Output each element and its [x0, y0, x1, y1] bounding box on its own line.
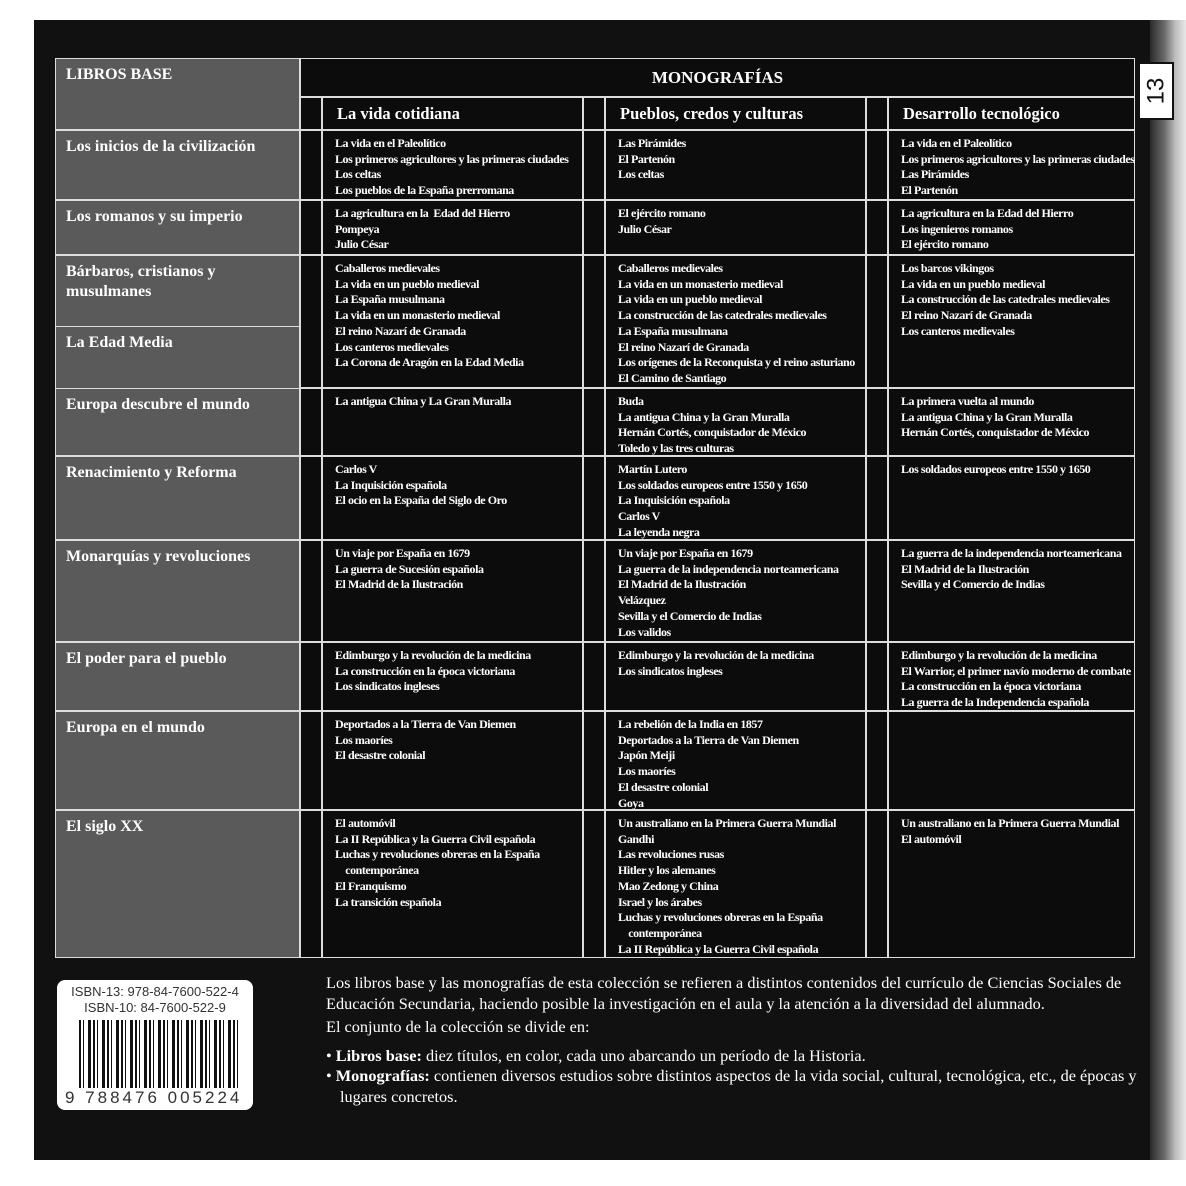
- monograph-cell: [605, 200, 866, 255]
- monograph-title: El ocio en la España del Siglo de Oro: [335, 493, 507, 508]
- monograph-title: Las Pirámides: [901, 167, 969, 182]
- monograph-title: La construcción de las catedrales medievales: [618, 308, 827, 323]
- monograph-cell: [605, 540, 866, 642]
- spacer: [300, 200, 322, 255]
- bullet-text: contienen diversos estudios sobre distintos aspectos de la vida social, cultural, tecnológica, etc., de épocas y lugares concretos.: [340, 1066, 1137, 1106]
- spacer: [866, 810, 888, 958]
- monograph-title: Deportados a la Tierra de Van Diemen: [618, 732, 799, 747]
- isbn-10: ISBN-10: 84-7600-522-9: [84, 1000, 226, 1015]
- monograph-title: Julio César: [335, 237, 389, 252]
- monograph-title: Los orígenes de la Reconquista y el reino asturiano: [618, 355, 855, 370]
- monograph-title: Un viaje por España en 1679: [618, 546, 753, 560]
- monograph-cell: [888, 255, 1135, 388]
- monograph-title: La antigua China y la Gran Muralla: [618, 409, 790, 424]
- spacer: [866, 200, 888, 255]
- spacer: [300, 810, 322, 958]
- spacer: [583, 97, 605, 130]
- isbn-13: ISBN-13: 978-84-7600-522-4: [71, 984, 239, 999]
- monograph-title: Los celtas: [335, 167, 381, 182]
- monograph-title: Los primeros agricultores y las primeras ciudades: [335, 151, 569, 166]
- monograph-title: El Camino de Santiago: [618, 370, 727, 385]
- monograph-title: Los maoríes: [618, 764, 676, 779]
- monograph-title: Hernán Cortés, conquistador de México: [618, 425, 807, 440]
- spacer: [866, 130, 888, 200]
- monograph-title: Deportados a la Tierra de Van Diemen: [335, 717, 516, 731]
- monograph-cell: [605, 388, 866, 456]
- monograph-title: Los pueblos de la España prerromana: [335, 183, 514, 198]
- monograph-title: Hitler y los alemanes: [618, 863, 716, 878]
- monograph-cell: [322, 642, 583, 711]
- description-paragraph: Los libros base y las monografías de esta colección se refieren a distintos contenidos del currículo de Ciencias Sociales de Educación Secundaria, haciendo posible la investigación en el aula y la atención a la diversidad del alumnado.: [326, 973, 1122, 1013]
- spacer: [583, 642, 605, 711]
- monograph-cell: [322, 810, 583, 958]
- monograph-title: Edimburgo y la revolución de la medicina: [618, 648, 814, 662]
- monograph-cell: [605, 130, 866, 200]
- spacer: [583, 810, 605, 958]
- monograph-title: La antigua China y La Gran Muralla: [335, 394, 512, 408]
- monograph-cell: [322, 540, 583, 642]
- column-header: Desarrollo tecnológico: [888, 97, 1135, 130]
- monograph-title: Toledo y las tres culturas: [618, 441, 734, 456]
- monograph-title: El Madrid de la Ilustración: [618, 577, 746, 592]
- monograph-title: Un viaje por España en 1679: [335, 546, 470, 560]
- monograph-title: La Inquisición española: [335, 477, 447, 492]
- monograph-cell: [888, 456, 1135, 540]
- monograph-cell: [888, 711, 1135, 810]
- monograph-title: La Corona de Aragón en la Edad Media: [335, 355, 524, 370]
- monograph-title: La Inquisición española: [618, 493, 730, 508]
- monograph-cell: [322, 255, 583, 388]
- monograph-title: La España musulmana: [335, 292, 445, 307]
- spacer: [300, 255, 322, 388]
- monograph-title: La construcción en la época victoriana: [335, 663, 515, 678]
- monograph-title: El Warrior, el primer navío moderno de combate: [901, 663, 1131, 678]
- libro-base-title: Europa en el mundo: [55, 711, 300, 810]
- monograph-title: Los canteros medievales: [901, 323, 1015, 338]
- monograph-title: El automóvil: [901, 831, 962, 846]
- spacer: [583, 388, 605, 456]
- monograph-title: El Madrid de la Ilustración: [901, 561, 1029, 576]
- monograph-title: La construcción de las catedrales medievales: [901, 292, 1110, 307]
- monograph-title: Sevilla y el Comercio de Indias: [901, 577, 1045, 592]
- volume-number-badge: 13: [1138, 62, 1174, 120]
- monograph-cell: [322, 388, 583, 456]
- spacer: [300, 456, 322, 540]
- monograph-title: La España musulmana: [618, 323, 728, 338]
- monograph-title: Luchas y revoluciones obreras en la España contemporánea: [618, 910, 823, 940]
- monograph-title: Las revoluciones rusas: [618, 847, 724, 862]
- monograph-title: Mao Zedong y China: [618, 878, 719, 893]
- column-header: Pueblos, credos y culturas: [605, 97, 866, 130]
- spacer: [583, 456, 605, 540]
- monograph-title: La rebelión de la India en 1857: [618, 717, 763, 731]
- monograph-title: La vida en un monasterio medieval: [618, 276, 783, 291]
- monograph-cell: [605, 456, 866, 540]
- monograph-title: El reino Nazarí de Granada: [618, 339, 749, 354]
- monograph-title: Un australiano en la Primera Guerra Mundial: [901, 816, 1119, 830]
- libros-base-header: LIBROS BASE: [55, 58, 300, 130]
- monograph-title: Julio César: [618, 221, 672, 236]
- spacer: [866, 255, 888, 388]
- monograph-cell: [322, 711, 583, 810]
- monograph-title: La guerra de Sucesión española: [335, 561, 484, 576]
- monograph-title: El Madrid de la Ilustración: [335, 577, 463, 592]
- monograph-title: Los canteros medievales: [335, 339, 449, 354]
- libro-base-title: Los romanos y su imperio: [55, 200, 300, 255]
- monograph-title: El desastre colonial: [618, 779, 709, 794]
- libro-base-title: Monarquías y revoluciones: [55, 540, 300, 642]
- spacer: [583, 711, 605, 810]
- barcode-number: 9 788476 005224: [65, 1088, 243, 1107]
- monograph-title: Israel y los árabes: [618, 894, 702, 909]
- spacer: [300, 97, 322, 130]
- monograph-title: El reino Nazarí de Granada: [335, 323, 466, 338]
- monograph-title: Los barcos vikingos: [901, 261, 994, 275]
- monograph-title: Los sindicatos ingleses: [618, 663, 723, 678]
- monograph-title: La guerra de la Independencia española: [901, 695, 1089, 710]
- monograph-title: El desastre colonial: [335, 748, 426, 763]
- monograph-title: Gandhi: [618, 831, 654, 846]
- spacer: [583, 200, 605, 255]
- libro-base-title: Los inicios de la civilización: [55, 130, 300, 200]
- monograph-title: La antigua China y la Gran Muralla: [901, 409, 1073, 424]
- monograph-cell: [322, 200, 583, 255]
- monograph-title: Velázquez: [618, 593, 666, 608]
- monograph-title: La vida en el Paleolítico: [335, 136, 446, 150]
- monograph-title: Pompeya: [335, 221, 380, 236]
- libro-base-title: El poder para el pueblo: [55, 642, 300, 711]
- monograph-title: El Franquismo: [335, 878, 407, 893]
- monograph-title: El reino Nazarí de Granada: [901, 308, 1032, 323]
- description-paragraph: El conjunto de la colección se divide en:: [326, 1017, 590, 1036]
- spacer: [300, 130, 322, 200]
- monograph-title: Caballeros medievales: [618, 261, 723, 275]
- monograph-title: Carlos V: [335, 462, 377, 476]
- monograph-title: La construcción en la época victoriana: [901, 679, 1081, 694]
- monograph-cell: [605, 255, 866, 388]
- monograph-title: El Partenón: [618, 151, 675, 166]
- bullet-term: Libros base:: [335, 1045, 422, 1065]
- monograph-title: Edimburgo y la revolución de la medicina: [335, 648, 531, 662]
- monograph-title: Un australiano en la Primera Guerra Mundial: [618, 816, 836, 830]
- monograph-title: La agricultura en la Edad del Hierro: [901, 206, 1074, 220]
- monograph-title: Goya: [618, 795, 644, 810]
- monograph-title: La agricultura en la Edad del Hierro: [335, 206, 510, 220]
- collection-table: [55, 58, 1135, 958]
- spacer: [866, 711, 888, 810]
- monograph-cell: [605, 810, 866, 958]
- spacer: [866, 456, 888, 540]
- monograph-title: Los soldados europeos entre 1550 y 1650: [901, 462, 1091, 476]
- bullet-text: diez títulos, en color, cada uno abarcando un período de la Historia.: [421, 1045, 866, 1065]
- monograph-title: La primera vuelta al mundo: [901, 394, 1034, 408]
- monograph-cell: [605, 642, 866, 711]
- monograph-cell: [888, 388, 1135, 456]
- monograph-title: Los maoríes: [335, 732, 393, 747]
- libro-base-title: La Edad Media: [56, 326, 299, 389]
- monograph-title: Los celtas: [618, 167, 664, 182]
- monograph-title: La transición española: [335, 894, 442, 909]
- monograph-title: Los validos: [618, 624, 671, 639]
- monograph-title: Edimburgo y la revolución de la medicina: [901, 648, 1097, 662]
- monograph-title: El ejército romano: [618, 206, 706, 220]
- monograph-title: Buda: [618, 394, 644, 408]
- libro-base-title: Renacimiento y Reforma: [55, 456, 300, 540]
- monograph-title: Los soldados europeos entre 1550 y 1650: [618, 477, 808, 492]
- monograph-title: Los ingenieros romanos: [901, 221, 1013, 236]
- monograph-title: Sevilla y el Comercio de Indias: [618, 608, 762, 623]
- monograph-title: El ejército romano: [901, 237, 989, 252]
- libro-base-cell: [55, 255, 300, 388]
- monograph-title: Los primeros agricultores y las primeras ciudades: [901, 151, 1135, 166]
- barcode: [79, 1020, 239, 1092]
- bullet-term: Monografías:: [335, 1066, 430, 1085]
- monograph-title: La vida en un pueblo medieval: [618, 292, 762, 307]
- monograph-title: La II República y la Guerra Civil española: [335, 831, 536, 846]
- description-list: [326, 1046, 1138, 1108]
- libro-base-title: Europa descubre el mundo: [55, 388, 300, 456]
- monografias-header: MONOGRAFÍAS: [300, 58, 1135, 97]
- monograph-title: El Partenón: [901, 183, 958, 198]
- monograph-title: El automóvil: [335, 816, 396, 830]
- monograph-cell: [888, 540, 1135, 642]
- monograph-title: Los sindicatos ingleses: [335, 679, 440, 694]
- spacer: [583, 130, 605, 200]
- monograph-title: La leyenda negra: [618, 524, 700, 539]
- column-header: La vida cotidiana: [322, 97, 583, 130]
- monograph-title: La guerra de la independencia norteamericana: [618, 561, 839, 576]
- libro-base-title: Bárbaros, cristianos y musulmanes: [56, 256, 299, 326]
- monograph-title: La vida en el Paleolítico: [901, 136, 1012, 150]
- monograph-title: La vida en un pueblo medieval: [335, 276, 479, 291]
- spacer: [300, 388, 322, 456]
- monograph-cell: [888, 810, 1135, 958]
- monograph-title: Luchas y revoluciones obreras en la España contemporánea: [335, 847, 540, 878]
- isbn-barcode-label: [57, 980, 253, 1110]
- spacer: [300, 642, 322, 711]
- description-bullet: • Monografías: contienen diversos estudios sobre distintos aspectos de la vida social, cultural, tecnológica, etc., de épocas y lugares concretos.: [326, 1066, 1137, 1106]
- spacer: [866, 388, 888, 456]
- spacer: [300, 540, 322, 642]
- monograph-title: Carlos V: [618, 509, 660, 524]
- libro-base-title: El siglo XX: [55, 810, 300, 958]
- monograph-cell: [888, 130, 1135, 200]
- spacer: [866, 97, 888, 130]
- book-spine: [1150, 20, 1186, 1160]
- monograph-cell: [888, 200, 1135, 255]
- monograph-title: La vida en un pueblo medieval: [901, 276, 1045, 291]
- monograph-title: La guerra de la independencia norteamericana: [901, 546, 1122, 560]
- monograph-title: Las Pirámides: [618, 136, 686, 150]
- spacer: [866, 642, 888, 711]
- monograph-title: Hernán Cortés, conquistador de México: [901, 425, 1090, 440]
- collection-description: [326, 973, 1138, 1107]
- monograph-title: La vida en un monasterio medieval: [335, 308, 500, 323]
- monograph-cell: [605, 711, 866, 810]
- monograph-title: Martín Lutero: [618, 462, 687, 476]
- description-bullet: • Libros base: diez títulos, en color, cada uno abarcando un período de la Historia.: [326, 1045, 866, 1065]
- monograph-cell: [322, 456, 583, 540]
- monograph-title: La II República y la Guerra Civil española: [618, 941, 819, 956]
- monograph-cell: [888, 642, 1135, 711]
- spacer: [866, 540, 888, 642]
- monograph-title: Japón Meiji: [618, 748, 675, 763]
- spacer: [583, 540, 605, 642]
- spacer: [583, 255, 605, 388]
- monograph-cell: [322, 130, 583, 200]
- spacer: [300, 711, 322, 810]
- monograph-title: Caballeros medievales: [335, 261, 440, 275]
